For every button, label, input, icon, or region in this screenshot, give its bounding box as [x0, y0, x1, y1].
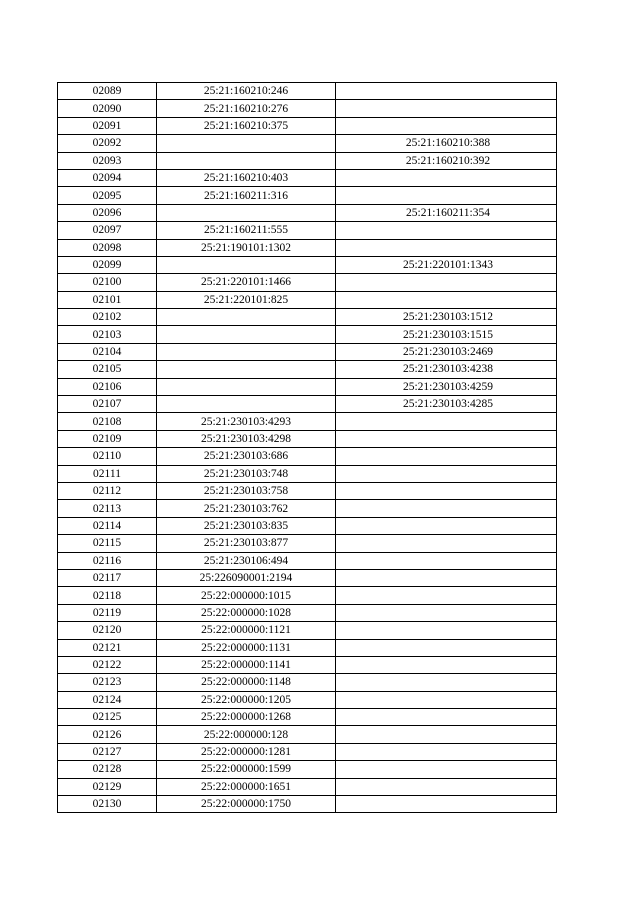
table-row — [58, 743, 557, 760]
cadastral-number-alt-cell — [336, 622, 557, 639]
table-row — [58, 204, 557, 221]
table-row — [58, 239, 557, 256]
cadastral-number-alt-cell — [336, 448, 557, 465]
cadastral-number-cell: 25:21:220101:1466 — [157, 274, 336, 291]
cadastral-number-cell — [157, 378, 336, 395]
cadastral-number-alt-cell — [336, 413, 557, 430]
row-number-cell: 02130 — [58, 796, 157, 813]
row-number-cell: 02098 — [58, 239, 157, 256]
cadastral-number-alt-cell — [336, 239, 557, 256]
row-number-cell: 02121 — [58, 639, 157, 656]
cadastral-number-cell — [157, 135, 336, 152]
row-number-cell: 02125 — [58, 709, 157, 726]
cadastral-number-cell: 25:22:000000:128 — [157, 726, 336, 743]
cadastral-number-alt-cell: 25:21:230103:1512 — [336, 309, 557, 326]
table-row — [58, 500, 557, 517]
table-row — [58, 709, 557, 726]
cadastral-number-alt-cell — [336, 726, 557, 743]
row-number-cell: 02091 — [58, 117, 157, 134]
cadastral-number-cell: 25:22:000000:1205 — [157, 691, 336, 708]
cadastral-number-cell — [157, 326, 336, 343]
cadastral-number-cell: 25:22:000000:1131 — [157, 639, 336, 656]
row-number-cell: 02102 — [58, 309, 157, 326]
table-row — [58, 83, 557, 100]
row-number-cell: 02096 — [58, 204, 157, 221]
table-row — [58, 691, 557, 708]
cadastral-number-cell: 25:21:230103:4293 — [157, 413, 336, 430]
row-number-cell: 02104 — [58, 343, 157, 360]
cadastral-number-cell: 25:22:000000:1015 — [157, 587, 336, 604]
cadastral-number-alt-cell — [336, 604, 557, 621]
table-row — [58, 378, 557, 395]
table-row — [58, 256, 557, 273]
table-row — [58, 152, 557, 169]
cadastral-number-cell: 25:22:000000:1121 — [157, 622, 336, 639]
table-row — [58, 604, 557, 621]
table-row — [58, 517, 557, 534]
cadastral-number-alt-cell — [336, 100, 557, 117]
table-body — [58, 83, 557, 813]
row-number-cell: 02094 — [58, 169, 157, 186]
cadastral-number-alt-cell — [336, 743, 557, 760]
row-number-cell: 02095 — [58, 187, 157, 204]
cadastral-number-cell: 25:21:160211:316 — [157, 187, 336, 204]
row-number-cell: 02105 — [58, 361, 157, 378]
table-row — [58, 222, 557, 239]
cadastral-number-alt-cell: 25:21:220101:1343 — [336, 256, 557, 273]
row-number-cell: 02113 — [58, 500, 157, 517]
cadastral-number-cell: 25:226090001:2194 — [157, 569, 336, 586]
table-row — [58, 622, 557, 639]
row-number-cell: 02122 — [58, 656, 157, 673]
cadastral-number-cell — [157, 152, 336, 169]
table-row — [58, 187, 557, 204]
cadastral-number-alt-cell — [336, 796, 557, 813]
cadastral-number-cell: 25:21:230103:758 — [157, 482, 336, 499]
table-row — [58, 726, 557, 743]
cadastral-number-cell — [157, 256, 336, 273]
table-row — [58, 396, 557, 413]
row-number-cell: 02124 — [58, 691, 157, 708]
cadastral-number-cell: 25:21:160210:403 — [157, 169, 336, 186]
row-number-cell: 02108 — [58, 413, 157, 430]
cadastral-number-alt-cell: 25:21:160210:388 — [336, 135, 557, 152]
row-number-cell: 02116 — [58, 552, 157, 569]
row-number-cell: 02103 — [58, 326, 157, 343]
cadastral-number-cell: 25:22:000000:1281 — [157, 743, 336, 760]
row-number-cell: 02101 — [58, 291, 157, 308]
cadastral-number-alt-cell — [336, 169, 557, 186]
cadastral-number-cell: 25:21:230103:835 — [157, 517, 336, 534]
cadastral-number-alt-cell — [336, 291, 557, 308]
row-number-cell: 02100 — [58, 274, 157, 291]
table-row — [58, 587, 557, 604]
table-row — [58, 448, 557, 465]
row-number-cell: 02127 — [58, 743, 157, 760]
cadastral-number-alt-cell — [336, 117, 557, 134]
row-number-cell: 02111 — [58, 465, 157, 482]
cadastral-number-cell: 25:21:230103:877 — [157, 535, 336, 552]
table-row — [58, 135, 557, 152]
table-row — [58, 361, 557, 378]
table-row — [58, 169, 557, 186]
cadastral-number-cell: 25:21:230103:762 — [157, 500, 336, 517]
cadastral-number-alt-cell: 25:21:160211:354 — [336, 204, 557, 221]
row-number-cell: 02129 — [58, 778, 157, 795]
row-number-cell: 02093 — [58, 152, 157, 169]
cadastral-number-cell — [157, 396, 336, 413]
cadastral-number-alt-cell — [336, 778, 557, 795]
row-number-cell: 02097 — [58, 222, 157, 239]
cadastral-number-alt-cell — [336, 83, 557, 100]
row-number-cell: 02092 — [58, 135, 157, 152]
row-number-cell: 02099 — [58, 256, 157, 273]
cadastral-number-cell: 25:22:000000:1028 — [157, 604, 336, 621]
cadastral-number-alt-cell: 25:21:230103:4238 — [336, 361, 557, 378]
cadastral-number-cell: 25:21:230103:4298 — [157, 430, 336, 447]
table-row — [58, 639, 557, 656]
row-number-cell: 02089 — [58, 83, 157, 100]
row-number-cell: 02090 — [58, 100, 157, 117]
cadastral-number-cell: 25:21:220101:825 — [157, 291, 336, 308]
table-row — [58, 309, 557, 326]
row-number-cell: 02118 — [58, 587, 157, 604]
cadastral-number-cell — [157, 309, 336, 326]
cadastral-number-alt-cell — [336, 569, 557, 586]
row-number-cell: 02123 — [58, 674, 157, 691]
cadastral-number-cell: 25:21:160210:276 — [157, 100, 336, 117]
cadastral-number-cell: 25:21:160211:555 — [157, 222, 336, 239]
cadastral-number-alt-cell — [336, 535, 557, 552]
cadastral-number-alt-cell — [336, 709, 557, 726]
row-number-cell: 02114 — [58, 517, 157, 534]
cadastral-number-cell: 25:21:190101:1302 — [157, 239, 336, 256]
cadastral-number-alt-cell — [336, 656, 557, 673]
cadastral-number-cell: 25:21:160210:375 — [157, 117, 336, 134]
row-number-cell: 02109 — [58, 430, 157, 447]
cadastral-number-cell: 25:22:000000:1599 — [157, 761, 336, 778]
cadastral-number-alt-cell — [336, 222, 557, 239]
row-number-cell: 02128 — [58, 761, 157, 778]
cadastral-number-alt-cell — [336, 482, 557, 499]
table-row — [58, 674, 557, 691]
cadastral-number-cell: 25:22:000000:1651 — [157, 778, 336, 795]
row-number-cell: 02110 — [58, 448, 157, 465]
table-row — [58, 465, 557, 482]
table-row — [58, 761, 557, 778]
row-number-cell: 02107 — [58, 396, 157, 413]
table-row — [58, 535, 557, 552]
row-number-cell: 02126 — [58, 726, 157, 743]
table-row — [58, 778, 557, 795]
data-table — [57, 82, 557, 813]
cadastral-number-alt-cell: 25:21:230103:2469 — [336, 343, 557, 360]
cadastral-number-alt-cell: 25:21:230103:1515 — [336, 326, 557, 343]
row-number-cell: 02119 — [58, 604, 157, 621]
cadastral-number-cell — [157, 343, 336, 360]
cadastral-number-cell: 25:21:230103:748 — [157, 465, 336, 482]
cadastral-number-cell: 25:22:000000:1268 — [157, 709, 336, 726]
table-row — [58, 482, 557, 499]
row-number-cell: 02115 — [58, 535, 157, 552]
cadastral-number-cell: 25:22:000000:1148 — [157, 674, 336, 691]
table-row — [58, 274, 557, 291]
row-number-cell: 02112 — [58, 482, 157, 499]
table-row — [58, 796, 557, 813]
cadastral-number-alt-cell — [336, 187, 557, 204]
table-row — [58, 552, 557, 569]
cadastral-number-alt-cell: 25:21:230103:4285 — [336, 396, 557, 413]
row-number-cell: 02120 — [58, 622, 157, 639]
cadastral-number-alt-cell: 25:21:160210:392 — [336, 152, 557, 169]
cadastral-number-alt-cell — [336, 761, 557, 778]
cadastral-number-alt-cell — [336, 430, 557, 447]
cadastral-number-alt-cell — [336, 274, 557, 291]
table-row — [58, 569, 557, 586]
cadastral-number-alt-cell — [336, 517, 557, 534]
table-row — [58, 100, 557, 117]
cadastral-number-cell: 25:21:230103:686 — [157, 448, 336, 465]
cadastral-number-alt-cell — [336, 552, 557, 569]
cadastral-number-alt-cell: 25:21:230103:4259 — [336, 378, 557, 395]
cadastral-number-alt-cell — [336, 639, 557, 656]
cadastral-number-alt-cell — [336, 465, 557, 482]
row-number-cell: 02106 — [58, 378, 157, 395]
table-row — [58, 117, 557, 134]
table-row — [58, 343, 557, 360]
cadastral-number-alt-cell — [336, 674, 557, 691]
cadastral-number-cell: 25:22:000000:1750 — [157, 796, 336, 813]
cadastral-number-alt-cell — [336, 500, 557, 517]
cadastral-number-cell: 25:21:230106:494 — [157, 552, 336, 569]
cadastral-number-cell — [157, 204, 336, 221]
cadastral-number-alt-cell — [336, 691, 557, 708]
cadastral-number-cell: 25:22:000000:1141 — [157, 656, 336, 673]
cadastral-number-cell — [157, 361, 336, 378]
cadastral-number-alt-cell — [336, 587, 557, 604]
table-row — [58, 291, 557, 308]
table-row — [58, 430, 557, 447]
row-number-cell: 02117 — [58, 569, 157, 586]
table-row — [58, 413, 557, 430]
cadastral-number-cell: 25:21:160210:246 — [157, 83, 336, 100]
table-row — [58, 656, 557, 673]
table-row — [58, 326, 557, 343]
